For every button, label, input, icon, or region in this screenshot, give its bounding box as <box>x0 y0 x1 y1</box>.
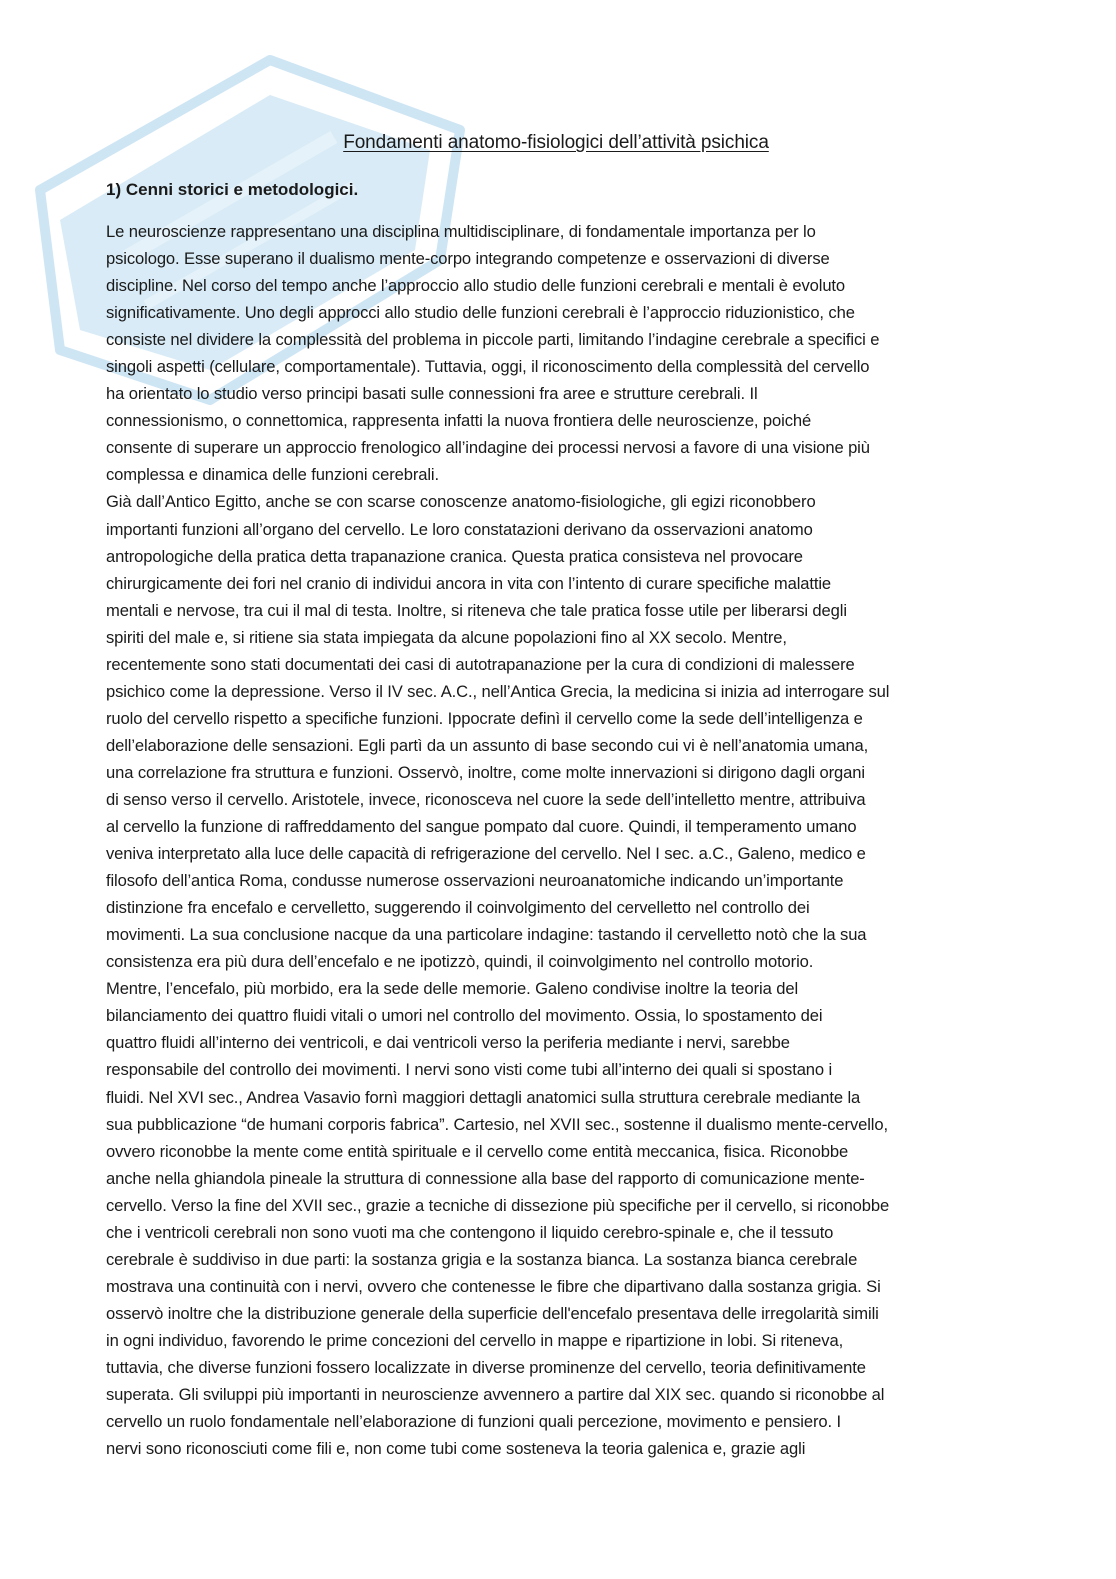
text-line: in ogni individuo, favorendo le prime concezioni del cervello in mappe e ripartizione in lobi. Si riteneva, <box>106 1330 844 1350</box>
text-line: connessionismo, o connettomica, rappresenta infatti la nuova frontiera delle neuroscienze, poiché <box>106 411 812 431</box>
text-line: psicologo. Esse superano il dualismo mente-corpo integrando competenze e osservazioni di diverse <box>106 249 830 269</box>
document-title: Fondamenti anatomo-fisiologici dell’attività psichica <box>343 132 769 153</box>
text-line: cervello un ruolo fondamentale nell’elaborazione di funzioni quali percezione, movimento e pensiero. I <box>106 1412 841 1432</box>
text-line: Già dall’Antico Egitto, anche se con scarse conoscenze anatomo-fisiologiche, gli egizi riconobbero <box>106 492 816 512</box>
text-line: tuttavia, che diverse funzioni fossero localizzate in diverse prominenze del cervello, teoria definitivamente <box>106 1357 866 1377</box>
text-line: bilanciamento dei quattro fluidi vitali o umori nel controllo del movimento. Ossia, lo spostamento dei <box>106 1006 823 1026</box>
text-line: filosofo dell’antica Roma, condusse numerose osservazioni neuroanatomiche indicando un’importante <box>106 871 844 891</box>
text-line: Mentre, l’encefalo, più morbido, era la sede delle memorie. Galeno condivise inoltre la teoria del <box>106 979 799 999</box>
text-line: mostrava una continuità con i nervi, ovvero che contenesse le fibre che dipartivano dalla sostanza grigia. Si <box>106 1276 881 1296</box>
text-line: anche nella ghiandola pineale la struttura di connessione alla base del rapporto di comunicazione mente- <box>106 1168 865 1188</box>
text-line: cervello. Verso la fine del XVII sec., grazie a tecniche di dissezione più specifiche per il cervello, si riconobbe <box>106 1195 890 1215</box>
section-heading: 1) Cenni storici e metodologici. <box>106 180 359 199</box>
text-line: sua pubblicazione “de humani corporis fabrica”. Cartesio, nel XVII sec., sostenne il dualismo mente-cervello, <box>106 1114 888 1134</box>
text-line: psichico come la depressione. Verso il IV sec. A.C., nell’Antica Grecia, la medicina si inizia ad interrogare sul <box>106 681 890 701</box>
text-line: recentemente sono stati documentati dei casi di autotrapanazione per la cura di condizioni di malessere <box>106 654 855 674</box>
text-line: Le neuroscienze rappresentano una disciplina multidisciplinare, di fondamentale importanza per lo <box>106 222 816 241</box>
text-line: ha orientato lo studio verso principi basati sulle connessioni fra aree e strutture cerebrali. Il <box>106 384 758 404</box>
text-line: movimenti. La sua conclusione nacque da una particolare indagine: tastando il cervelletto notò che la sua <box>106 925 867 945</box>
text-line: superata. Gli sviluppi più importanti in neuroscienze avvennero a partire dal XIX sec. quando si riconobbe al <box>106 1385 885 1405</box>
body-paragraph <box>106 218 1006 1462</box>
text-line: distinzione fra encefalo e cervelletto, suggerendo il coinvolgimento del cervelletto nel controllo dei <box>106 898 810 918</box>
text-line: consiste nel dividere la complessità del problema in piccole parti, limitando l’indagine cerebrale a specifici e <box>106 330 880 350</box>
text-line: singoli aspetti (cellulare, comportamentale). Tuttavia, oggi, il riconoscimento della complessità del cervello <box>106 357 870 377</box>
text-line: osservò inoltre che la distribuzione generale della superficie dell'encefalo presentava delle irregolarità simili <box>106 1303 879 1323</box>
text-line: dell’elaborazione delle sensazioni. Egli partì da un assunto di base secondo cui vi è nell’anatomia umana, <box>106 735 869 755</box>
text-line: nervi sono riconosciuti come fili e, non come tubi come sosteneva la teoria galenica e, grazie agli <box>106 1439 806 1459</box>
text-line: significativamente. Uno degli approcci allo studio delle funzioni cerebrali è l’approccio riduzionistico, che <box>106 303 855 323</box>
text-line: complessa e dinamica delle funzioni cerebrali. <box>106 465 439 485</box>
document-page <box>106 0 1006 1579</box>
text-line: di senso verso il cervello. Aristotele, invece, riconosceva nel cuore la sede dell’intelletto mentre, attribuiva <box>106 789 866 809</box>
text-line: responsabile del controllo dei movimenti. I nervi sono visti come tubi all’interno dei quali si spostano i <box>106 1060 833 1080</box>
text-line: ruolo del cervello rispetto a specifiche funzioni. Ippocrate definì il cervello come la sede dell’intelligenza e <box>106 708 863 728</box>
text-line: una correlazione fra struttura e funzioni. Osservò, inoltre, come molte innervazioni si dirigono dagli organi <box>106 762 865 782</box>
text-line: cerebrale è suddiviso in due parti: la sostanza grigia e la sostanza bianca. La sostanza bianca cerebrale <box>106 1249 858 1269</box>
text-line: antropologiche della pratica detta trapanazione cranica. Questa pratica consisteva nel provocare <box>106 546 803 566</box>
text-line: al cervello la funzione di raffreddamento del sangue pompato dal cuore. Quindi, il temperamento umano <box>106 817 857 837</box>
text-line: discipline. Nel corso del tempo anche l’approccio allo studio delle funzioni cerebrali e mentali è evoluto <box>106 276 846 296</box>
text-line: mentali e nervose, tra cui il mal di testa. Inoltre, si riteneva che tale pratica fosse utile per liberarsi degli <box>106 600 847 620</box>
text-line: consistenza era più dura dell’encefalo e ne ipotizzò, quindi, il coinvolgimento nel controllo motorio. <box>106 952 814 972</box>
text-line: spiriti del male e, si ritiene sia stata impiegata da alcune popolazioni fino al XX secolo. Mentre, <box>106 627 787 647</box>
text-line: veniva interpretato alla luce delle capacità di refrigerazione del cervello. Nel I sec. a.C., Galeno, medico e <box>106 844 866 864</box>
text-line: fluidi. Nel XVI sec., Andrea Vasavio fornì maggiori dettagli anatomici sulla struttura cerebrale mediante la <box>106 1087 861 1107</box>
text-line: ovvero riconobbe la mente come entità spirituale e il cervello come entità meccanica, fisica. Riconobbe <box>106 1141 849 1161</box>
text-line: quattro fluidi all’interno dei ventricoli, e dai ventricoli verso la periferia mediante i nervi, sarebbe <box>106 1033 790 1053</box>
text-line: importanti funzioni all’organo del cervello. Le loro constatazioni derivano da osservazioni anatomo <box>106 519 813 539</box>
text-line: chirurgicamente dei fori nel cranio di individui ancora in vita con l’intento di curare specifiche malattie <box>106 573 832 593</box>
text-line: che i ventricoli cerebrali non sono vuoti ma che contengono il liquido cerebro-spinale e, che il tessuto <box>106 1222 834 1242</box>
text-line: consente di superare un approccio frenologico all’indagine dei processi nervosi a favore di una visione più <box>106 438 870 458</box>
